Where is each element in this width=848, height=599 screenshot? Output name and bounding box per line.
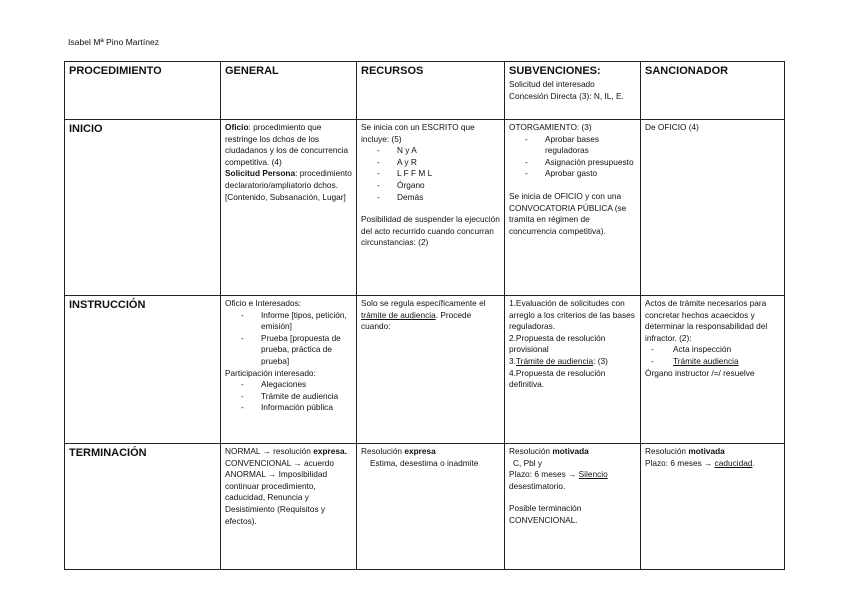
- procedure-table: [64, 61, 785, 570]
- header-subvenciones: [505, 62, 641, 120]
- header-recursos: RECURSOS: [357, 62, 505, 120]
- terminacion-subvenciones: [505, 444, 641, 570]
- plazo-pre: Plazo: 6 meses →: [509, 469, 579, 480]
- header-row: [65, 62, 785, 120]
- step-2: 2.Propuesta de resolución provisional: [509, 332, 606, 355]
- cpbl-text: C, Pbl y: [513, 457, 543, 468]
- list-item: - Prueba [propuesta de prueba, práctica de prueba]: [225, 333, 352, 368]
- header-procedimiento: PROCEDIMIENTO: [65, 62, 221, 120]
- otorgamiento-intro: OTORGAMIENTO: (3): [509, 122, 592, 132]
- row-instruccion: [65, 296, 785, 444]
- terminacion-sancionador: [641, 444, 785, 570]
- header-sancionador: SANCIONADOR: [641, 62, 785, 120]
- posible-terminacion: Posible terminación CONVENCIONAL.: [509, 503, 582, 525]
- author-name: Isabel Mª Pino Martínez: [68, 37, 160, 47]
- solicitud-label: Solicitud Persona: [225, 168, 296, 179]
- list-item: - Trámite audiencia: [645, 356, 780, 368]
- instruccion-subvenciones: [505, 296, 641, 444]
- list-item: - Aprobar bases reguladoras: [509, 134, 636, 157]
- list-item: - Asignación presupuesto: [509, 157, 636, 169]
- list-item: - Acta inspección: [645, 344, 780, 356]
- resolucion-motivada: motivada: [688, 446, 725, 456]
- inicio-sancionador: De OFICIO (4): [641, 120, 785, 296]
- resolucion-pre: Resolución: [361, 446, 405, 456]
- recursos-post: . Procede cuando:: [361, 309, 472, 332]
- list-item: - Aprobar gasto: [509, 168, 636, 180]
- normal-text: NORMAL → resolución: [225, 446, 314, 456]
- instruccion-sancionador: [641, 296, 785, 444]
- caducidad-link: caducidad: [714, 457, 753, 468]
- list-item: - Informe [tipos, petición, emisión]: [225, 310, 352, 333]
- inicio-recursos: [357, 120, 505, 296]
- estima-text: Estima, desestima o inadmite: [370, 457, 479, 468]
- list-item: - Órgano: [361, 180, 500, 192]
- step-3-link: Trámite de audiencia: [515, 355, 594, 366]
- step-3-post: : (3): [593, 355, 608, 366]
- resolucion-pre: Resolución: [645, 446, 689, 456]
- step-4: 4.Propuesta de resolución definitiva.: [509, 367, 606, 390]
- terminacion-general: [221, 444, 357, 570]
- row-inicio: [65, 120, 785, 296]
- recursos-suspender: Posibilidad de suspender la ejecución del acto recurrido cuando concurran circunstancias: (2): [361, 214, 500, 248]
- list-item: - N y A: [361, 145, 500, 157]
- list-item: - Demás: [361, 192, 500, 204]
- convocatoria-text: Se inicia de OFICIO y con una CONVOCATORIA PÚBLICA (se tramita en régimen de concurrencia competitiva).: [509, 190, 627, 236]
- otorgamiento-list: [509, 134, 636, 180]
- plazo-pre: Plazo: 6 meses →: [645, 457, 715, 468]
- sancionador-list: [645, 344, 780, 367]
- step-3: [509, 356, 636, 368]
- organo-instructor: Órgano instructor /=/ resuelve: [645, 367, 755, 378]
- header-subvenciones-subtitle: Solicitud del interesado Concesión Directa (3): N, IL, E.: [509, 79, 624, 101]
- recursos-intro: Se inicia con un ESCRITO que incluye: (5): [361, 122, 475, 144]
- inicio-general: [221, 120, 357, 296]
- convencional-text: CONVENCIONAL → acuerdo: [225, 457, 334, 468]
- list-item: - Alegaciones: [225, 379, 352, 391]
- plazo-line: [645, 458, 780, 470]
- plazo-line: [509, 469, 636, 492]
- list-item: - Información pública: [225, 402, 352, 414]
- recursos-pre: Solo se regula específicamente el: [361, 298, 486, 308]
- participacion-label: Participación interesado:: [225, 367, 316, 378]
- oficio-text: : procedimiento que restringe los dchos de los ciudadanos y los de concurrencia competitiva. (4): [225, 122, 349, 167]
- list-item: - Trámite de audiencia: [225, 391, 352, 403]
- label-inicio: INICIO: [65, 120, 221, 296]
- resolucion-expresa: expresa: [404, 446, 436, 456]
- header-subvenciones-title: SUBVENCIONES:: [509, 65, 601, 77]
- header-general: GENERAL: [221, 62, 357, 120]
- label-terminacion: TERMINACIÓN: [65, 444, 221, 570]
- instruccion-general: [221, 296, 357, 444]
- terminacion-recursos: [357, 444, 505, 570]
- expresa-text: expresa.: [313, 446, 347, 456]
- step-3-num: 3.: [509, 355, 516, 366]
- tramite-audiencia-link: trámite de audiencia: [361, 309, 436, 320]
- oficio-label: Oficio: [225, 122, 249, 132]
- list-item: - L F F M L: [361, 168, 500, 180]
- step-1: 1.Evaluación de solicitudes con arreglo a los criterios de las bases reguladoras.: [509, 298, 635, 332]
- oficio-interesados: Oficio e Interesados:: [225, 298, 302, 308]
- anormal-text: ANORMAL → Imposibilidad continuar procedimiento, caducidad, Renuncia y Desistimiento (Requisitos y efectos).: [225, 469, 328, 526]
- plazo-post: .: [752, 457, 755, 468]
- instruccion-list-1: [225, 310, 352, 368]
- sancionador-intro: Actos de trámite necesarios para concretar hechos acaecidos y determinar la responsabilidad del infractor. (2):: [645, 298, 768, 343]
- silencio-link: Silencio: [578, 469, 608, 480]
- instruccion-recursos: [357, 296, 505, 444]
- plazo-post: desestimatorio.: [509, 480, 566, 491]
- row-terminacion: [65, 444, 785, 570]
- inicio-subvenciones: [505, 120, 641, 296]
- resolucion-pre: Resolución: [509, 446, 553, 456]
- recursos-list: [361, 145, 500, 203]
- solicitud-text: : procedimiento declaratorio/ampliatorio dchos. [Contenido, Subsanación, Lugar]: [225, 168, 352, 202]
- list-item: - A y R: [361, 157, 500, 169]
- label-instruccion: INSTRUCCIÓN: [65, 296, 221, 444]
- resolucion-motivada: motivada: [552, 446, 589, 456]
- instruccion-list-2: [225, 379, 352, 414]
